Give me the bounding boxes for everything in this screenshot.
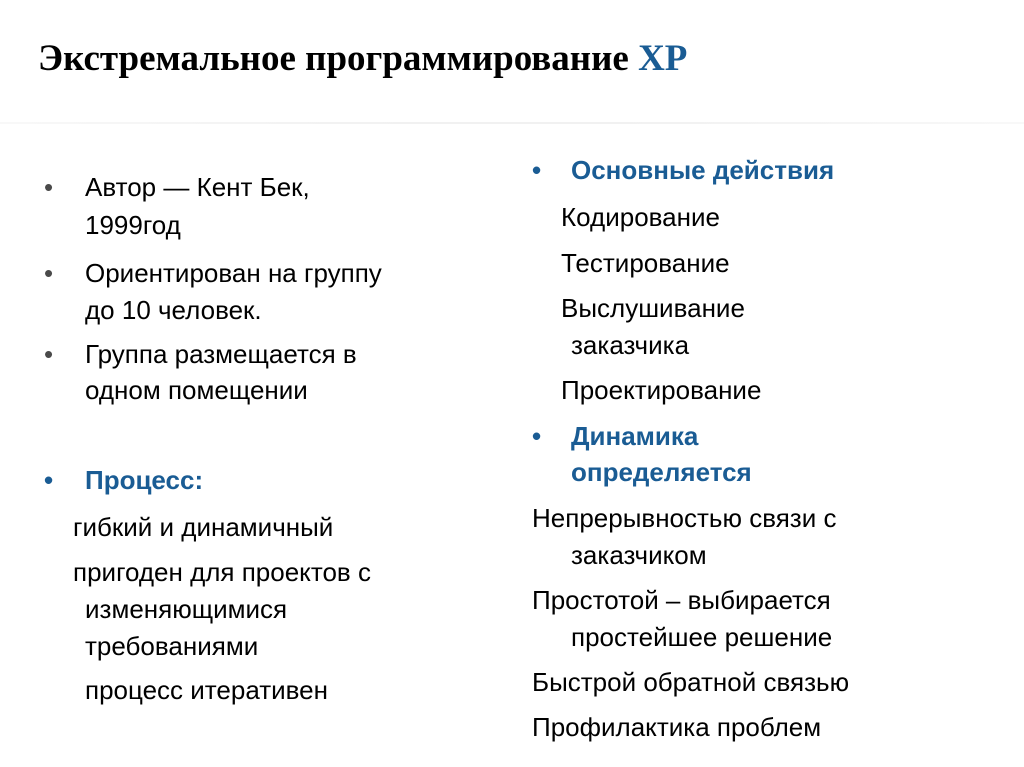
action-item: заказчика	[571, 330, 690, 360]
action-item: Кодирование	[561, 202, 720, 232]
title-divider	[0, 122, 1024, 124]
left-item-1-line-2: 1999год	[85, 210, 181, 240]
bullet-icon: •	[44, 258, 54, 288]
process-line: требованиями	[85, 631, 259, 661]
process-line: процесс итеративен	[85, 675, 329, 705]
title-main: Экстремальное программирование	[38, 38, 629, 79]
left-item-1-line-1: Автор — Кент Бек,	[85, 172, 310, 202]
dynamics-line: Простотой – выбирается	[532, 585, 831, 615]
actions-heading: Основные действия	[571, 155, 835, 185]
dynamics-line: Профилактика проблем	[532, 712, 822, 742]
dynamics-line: Непрерывностью связи с	[532, 503, 837, 533]
left-item-3-line-2: одном помещении	[85, 375, 308, 405]
left-item-2-line-2: до 10 человек.	[85, 295, 262, 325]
action-item: Тестирование	[561, 248, 730, 278]
bullet-icon: •	[532, 155, 542, 185]
process-line: пригоден для проектов с	[73, 557, 371, 587]
bullet-icon: •	[44, 339, 54, 369]
left-item-2-line-1: Ориентирован на группу	[85, 258, 382, 288]
slide-title	[38, 24, 687, 94]
action-item: Выслушивание	[561, 293, 745, 323]
bullet-icon: •	[532, 421, 542, 451]
dynamics-line: заказчиком	[571, 540, 707, 570]
process-heading: Процесс:	[85, 465, 204, 495]
left-item-3-line-1: Группа размещается в	[85, 339, 357, 369]
dynamics-line: простейшее решение	[571, 622, 833, 652]
process-line: гибкий и динамичный	[73, 512, 334, 542]
dynamics-line: Быстрой обратной связью	[532, 667, 850, 697]
bullet-icon: •	[44, 465, 54, 495]
dynamics-heading-line-2: определяется	[571, 457, 752, 487]
action-item: Проектирование	[561, 375, 762, 405]
title-highlight: XP	[638, 38, 688, 79]
bullet-icon: •	[44, 172, 54, 202]
dynamics-heading-line-1: Динамика	[571, 421, 699, 451]
process-line: изменяющимися	[85, 594, 288, 624]
